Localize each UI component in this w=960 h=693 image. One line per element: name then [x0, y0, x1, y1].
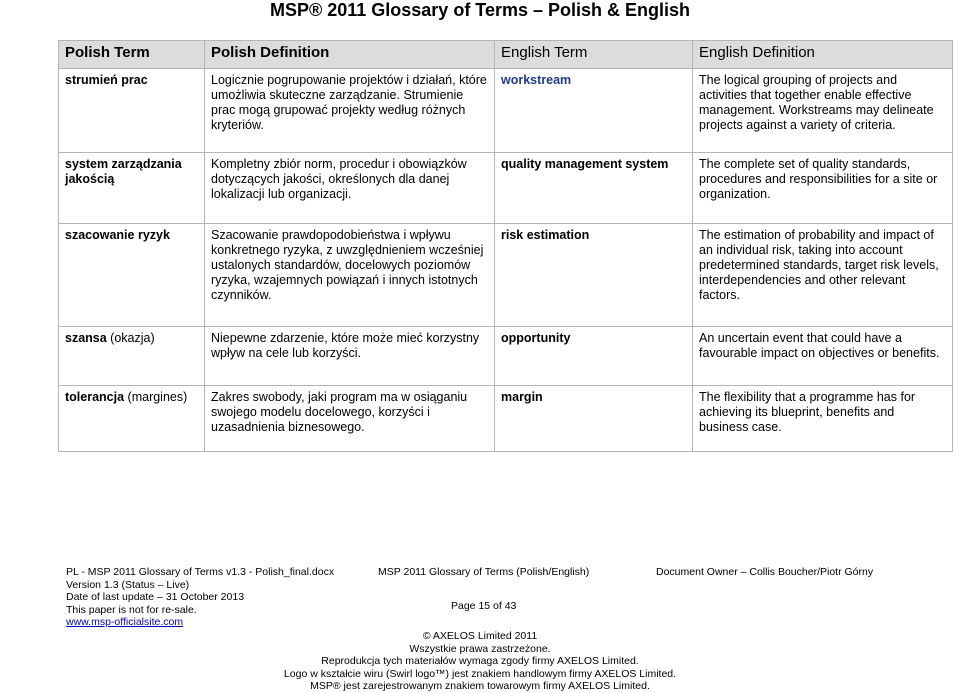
footer-page-number: Page 15 of 43: [451, 600, 517, 612]
english-term: quality management system: [501, 157, 669, 171]
footer-trademark: MSP® jest zarejestrowanym znakiem towarowym firmy AXELOS Limited.: [310, 680, 650, 692]
footer-version: Version 1.3 (Status – Live): [66, 578, 190, 591]
english-term-cell: [495, 386, 693, 452]
table-header-row: [59, 41, 953, 69]
polish-term-cell: [59, 224, 205, 327]
footer-doc-name: PL - MSP 2011 Glossary of Terms v1.3 - Polish_final.docx: [66, 566, 335, 578]
footer-owner: Document Owner – Collis Boucher/Piotr Górny: [656, 566, 874, 578]
table-row: [59, 386, 953, 452]
polish-definition: Kompletny zbiór norm, procedur i obowiązków dotyczących jakości, określonych dla danej lokalizacji lub organizacji.: [205, 153, 495, 224]
page-title: MSP® 2011 Glossary of Terms – Polish & English: [269, 0, 691, 20]
english-term-cell: [495, 153, 693, 224]
polish-term-note: (okazja): [106, 331, 155, 345]
polish-definition: Logicznie pogrupowanie projektów i działań, które umożliwia skuteczne zarządzanie. Strumienie prac mogą grupować projekty według różnych kryteriów.: [205, 69, 495, 153]
english-term: opportunity: [501, 331, 571, 345]
english-term: margin: [501, 390, 543, 404]
english-definition: The flexibility that a programme has for achieving its blueprint, benefits and business case.: [693, 386, 953, 452]
table-row: [59, 69, 953, 153]
english-term: risk estimation: [501, 228, 590, 242]
english-term-cell: [495, 327, 693, 386]
header-english-term: English Term: [495, 41, 693, 69]
glossary-table: [58, 40, 953, 452]
polish-term: strumień prac: [65, 73, 148, 87]
footer-copyright: © AXELOS Limited 2011: [422, 630, 538, 642]
english-definition: The estimation of probability and impact of an individual risk, taking into account predetermined standards, target risk levels, interdependencies and other relevant factors.: [693, 224, 953, 327]
table-row: [59, 153, 953, 224]
polish-term-cell: [59, 153, 205, 224]
english-definition: The complete set of quality standards, procedures and responsibilities for a site or organization.: [693, 153, 953, 224]
polish-term-cell: [59, 327, 205, 386]
polish-term-note: (margines): [124, 390, 188, 404]
footer-legal: [0, 630, 960, 693]
polish-term-cell: [59, 69, 205, 153]
polish-term: szacowanie ryzyk: [65, 228, 170, 242]
footer-rights: Wszystkie prawa zastrzeżone.: [409, 642, 551, 655]
table-row: [59, 327, 953, 386]
polish-definition: Niepewne zdarzenie, które może mieć korzystny wpływ na cele lub korzyści.: [205, 327, 495, 386]
footer-left: [66, 566, 334, 629]
footer-last-update: Date of last update – 31 October 2013: [66, 591, 245, 603]
english-term: workstream: [501, 73, 572, 87]
english-term-cell: [495, 224, 693, 327]
footer-website-link[interactable]: www.msp-officialsite.com: [66, 616, 184, 628]
footer-center-title: MSP 2011 Glossary of Terms (Polish/English): [378, 566, 590, 578]
footer-logo-note: Logo w kształcie wiru (Swirl logo™) jest znakiem handlowym firmy AXELOS Limited.: [283, 667, 677, 680]
polish-definition: Zakres swobody, jaki program ma w osiąganiu swojego modelu docelowego, korzyści i uzasadnienia biznesowego.: [205, 386, 495, 452]
footer-reproduction: Reprodukcja tych materiałów wymaga zgody firmy AXELOS Limited.: [321, 655, 639, 667]
polish-term-cell: [59, 386, 205, 452]
polish-term: szansa: [65, 331, 107, 345]
english-definition: An uncertain event that could have a favourable impact on objectives or benefits.: [693, 327, 953, 386]
table-row: [59, 224, 953, 327]
header-polish-term: Polish Term: [59, 41, 205, 69]
header-english-definition: English Definition: [693, 41, 953, 69]
english-term-cell: [495, 69, 693, 153]
footer-resale: This paper is not for re-sale.: [66, 603, 197, 616]
header-polish-definition: Polish Definition: [205, 41, 495, 69]
polish-term: tolerancja: [65, 390, 125, 404]
polish-definition: Szacowanie prawdopodobieństwa i wpływu konkretnego ryzyka, z uwzględnieniem wcześniej ustalonych standardów, docelowych poziomów ryzyka, wzajemnych powiązań i innych istotnych czynników.: [205, 224, 495, 327]
polish-term: system zarządzania jakością: [65, 157, 182, 186]
english-definition: The logical grouping of projects and activities that together enable effective management. Workstreams may delineate projects against a variety of criteria.: [693, 69, 953, 153]
